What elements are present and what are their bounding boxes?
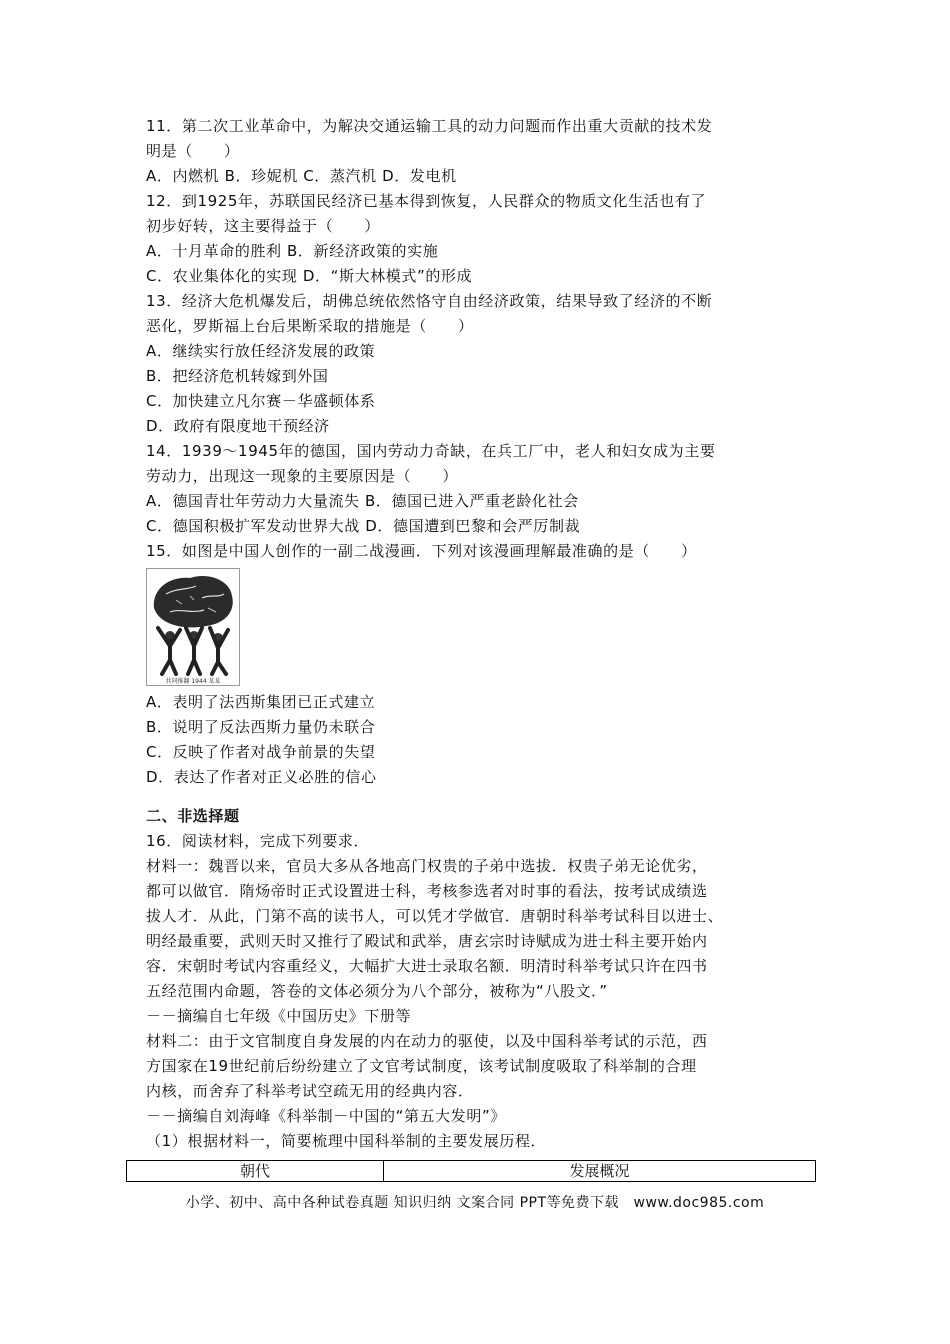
q12-options-row2: C．农业集体化的实现 D．“斯大林模式”的形成 [146, 267, 473, 285]
question-content [146, 114, 826, 1154]
material1-line3: 拔人才．从此，门第不高的读书人，可以凭才学做官．唐朝时科举考试科目以进士、 [146, 907, 724, 925]
q14-options-row1: A．德国青壮年劳动力大量流失 B．德国已进入严重老龄化社会 [146, 492, 579, 510]
q11-options: A．内燃机 B．珍妮机 C．蒸汽机 D．发电机 [146, 167, 457, 185]
q13-option-b: B．把经济危机转嫁到外国 [146, 367, 329, 385]
q16-intro: 16．阅读材料，完成下列要求． [146, 832, 370, 850]
material2-line3: 内核，而舍弃了科举考试空疏无用的经典内容． [146, 1082, 474, 1100]
q13-stem-line1: 13．经济大危机爆发后，胡佛总统依然恪守自由经济政策，结果导致了经济的不断 [146, 292, 713, 310]
q12-stem-line1: 12．到1925年，苏联国民经济已基本得到恢复，人民群众的物质文化生活也有了 [146, 192, 707, 210]
material2-line1: 材料二：由于文官制度自身发展的内在动力的驱使，以及中国科举考试的示范，西 [146, 1032, 708, 1050]
q12-options-row1: A．十月革命的胜利 B．新经济政策的实施 [146, 242, 439, 260]
sub-question-1: （1）根据材料一，简要梳理中国科举制的主要发展历程． [146, 1132, 547, 1150]
q15-option-c: C．反映了作者对战争前景的失望 [146, 743, 376, 761]
material1-line6: 五经范围内命题，答卷的文体必须分为八个部分，被称为“八股文．” [146, 982, 608, 1000]
q11-stem-line1: 11．第二次工业革命中，为解决交通运输工具的动力问题而作出重大贡献的技术发 [146, 117, 713, 135]
q13-option-a: A．继续实行放任经济发展的政策 [146, 342, 376, 360]
material2-source: －－摘编自刘海峰《科举制－中国的“第五大发明”》 [146, 1107, 506, 1125]
q15-stem: 15．如图是中国人创作的一副二战漫画．下列对该漫画理解最准确的是（ ） [146, 542, 697, 560]
q13-option-d: D．政府有限度地干预经济 [146, 417, 330, 435]
material1-source: －－摘编自七年级《中国历史》下册等 [146, 1007, 412, 1025]
ww2-cartoon-image [146, 568, 240, 686]
page-footer: 小学、初中、高中各种试卷真题 知识归纳 文案合同 PPT等免费下载 www.doc985.com [185, 1195, 765, 1211]
material2-line2: 方国家在19世纪前后纷纷建立了文官考试制度，该考试制度吸取了科举制的合理 [146, 1057, 697, 1075]
material1-line1: 材料一：魏晋以来，官员大多从各地高门权贵的子弟中选拔．权贵子弟无论优劣， [146, 857, 708, 875]
dynasty-table-header [126, 1160, 816, 1182]
section-heading: 二、非选择题 [146, 807, 240, 825]
table-header-development: 发展概况 [569, 1162, 630, 1180]
q14-stem-line1: 14．1939～1945年的德国，国内劳动力奇缺，在兵工厂中，老人和妇女成为主要 [146, 442, 716, 460]
cartoon-caption: 共同推翻 1944 某某 [165, 678, 221, 685]
table-header-dynasty: 朝代 [127, 1161, 384, 1181]
material1-line4: 明经最重要，武则天时又推行了殿试和武举，唐玄宗时诗赋成为进士科主要开始内 [146, 932, 708, 950]
q13-stem-line2: 恶化，罗斯福上台后果断采取的措施是（ ） [146, 317, 474, 335]
q15-option-d: D．表达了作者对正义必胜的信心 [146, 768, 377, 786]
q13-option-c: C．加快建立凡尔赛－华盛顿体系 [146, 392, 376, 410]
q15-option-a: A．表明了法西斯集团已正式建立 [146, 693, 376, 711]
material1-line2: 都可以做官．隋炀帝时正式设置进士科，考核参选者对时事的看法，按考试成绩选 [146, 882, 708, 900]
q15-option-b: B．说明了反法西斯力量仍未联合 [146, 718, 376, 736]
material1-line5: 容．宋朝时考试内容重经义，大幅扩大进士录取名额．明清时科举考试只许在四书 [146, 957, 708, 975]
q12-stem-line2: 初步好转，这主要得益于（ ） [146, 217, 381, 235]
q14-stem-line2: 劳动力，出现这一现象的主要原因是（ ） [146, 467, 459, 485]
q11-stem-line2: 明是（ ） [146, 142, 240, 160]
q14-options-row2: C．德国积极扩军发动世界大战 D．德国遭到巴黎和会严厉制裁 [146, 517, 581, 535]
